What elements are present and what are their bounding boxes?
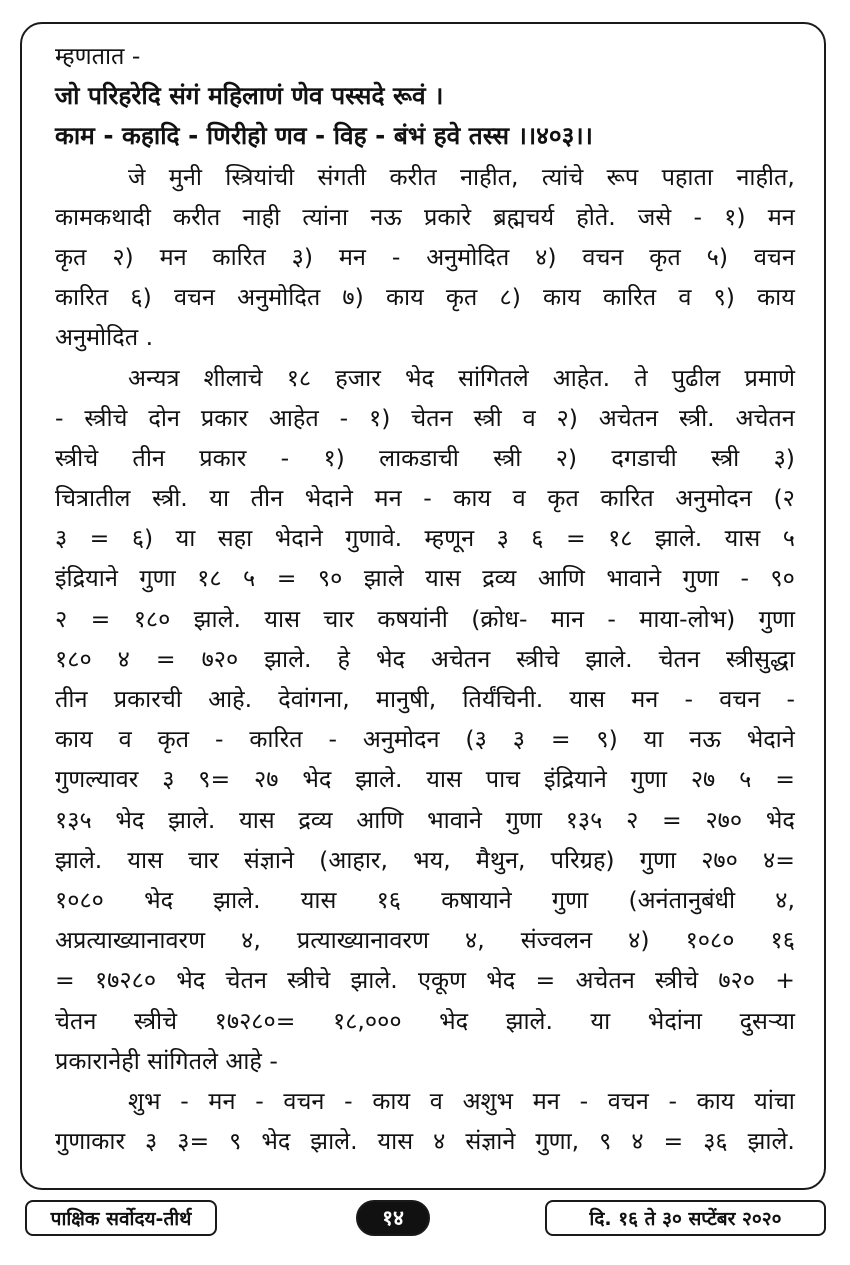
publication-name: पाक्षिक सर्वोदय-तीर्थ: [25, 1200, 217, 1236]
text-line: १८० ४ = ७२० झाले. हे भेद अचेतन स्त्रीचे झाले. चेतन स्त्रीसुद्धा: [55, 644, 795, 673]
text-line: म्हणतात -: [55, 42, 141, 70]
text-line: १३५ भेद झाले. यास द्रव्य आणि भावाने गुणा १३५ २ = २७० भेद: [55, 805, 795, 834]
text-line: तीन प्रकारची आहे. देवांगना, मानुषी, तिर्यंचिनी. यास मन - वचन -: [55, 685, 795, 713]
text-line: प्रकारानेही सांगितले आहे -: [55, 1046, 278, 1075]
issue-date: दि. १६ ते ३० सप्टेंबर २०२०: [545, 1200, 826, 1236]
text-line: जे मुनी स्त्रियांची संगती करीत नाहीत, त्यांचे रूप पहाता नाहीत,: [128, 162, 795, 191]
text-line: शुभ - मन - वचन - काय व अशुभ मन - वचन - काय यांचा: [128, 1086, 795, 1115]
text-line: गुणल्यावर ३ ९= २७ भेद झाले. यास पाच इंद्रियाने गुणा २७ ५ =: [55, 765, 795, 794]
text-line: ३ = ६) या सहा भेदाने गुणावे. म्हणून ३ ६ = १८ झाले. यास ५: [55, 524, 795, 553]
text-line: काय व कृत - कारित - अनुमोदन (३ ३ = ९) या नऊ भेदाने: [55, 725, 795, 754]
text-line: स्त्रीचे तीन प्रकार - १) लाकडाची स्त्री २) दगडाची स्त्री ३): [55, 443, 795, 472]
text-line: झाले. यास चार संज्ञाने (आहार, भय, मैथुन, परिग्रह) गुणा २७० ४=: [55, 845, 795, 874]
text-line: - स्त्रीचे दोन प्रकार आहेत - १) चेतन स्त्री व २) अचेतन स्त्री. अचेतन: [55, 403, 795, 432]
text-line: अन्यत्र शीलाचे १८ हजार भेद सांगितले आहेत. ते पुढील प्रमाणे: [128, 363, 795, 392]
text-line: १०८० भेद झाले. यास १६ कषायाने गुणा (अनंतानुबंधी ४,: [55, 885, 795, 914]
text-line: गुणाकार ३ ३= ९ भेद झाले. यास ४ संज्ञाने गुणा, ९ ४ = ३६ झाले.: [55, 1127, 795, 1156]
text-line: चित्रातील स्त्री. या तीन भेदाने मन - काय व कृत कारित अनुमोदन (२: [55, 484, 795, 513]
page-number: १४: [356, 1200, 430, 1236]
text-line: कारित ६) वचन अनुमोदित ७) काय कृत ८) काय कारित व ९) काय: [55, 283, 795, 312]
text-line: चेतन स्त्रीचे १७२८०= १८,००० भेद झाले. या भेदांना दुसऱ्या: [55, 1006, 795, 1035]
text-line: अनुमोदित .: [55, 323, 154, 352]
text-line: कामकथादी करीत नाही त्यांना नऊ प्रकारे ब्रह्मचर्य होते. जसे - १) मन: [55, 202, 795, 231]
body-text: [55, 36, 795, 1161]
text-line: अप्रत्याख्यानावरण ४, प्रत्याख्यानावरण ४, संज्वलन ४) १०८० १६: [55, 926, 795, 955]
text-line: २ = १८० झाले. यास चार कषयांनी (क्रोध- मान - माया-लोभ) गुणा: [55, 604, 795, 633]
verse-line: काम - कहादि - णिरीहो णव - विह - बंभं हवे तस्स ।।४०३।।: [55, 121, 593, 151]
verse-line: जो परिहरेदि संगं महिलाणं णेव पस्सदे रूवं ।: [55, 81, 444, 111]
text-line: कृत २) मन कारित ३) मन - अनुमोदित ४) वचन कृत ५) वचन: [55, 242, 795, 271]
text-line: = १७२८० भेद चेतन स्त्रीचे झाले. एकूण भेद = अचेतन स्त्रीचे ७२० +: [55, 966, 795, 995]
text-line: इंद्रियाने गुणा १८ ५ = ९० झाले यास द्रव्य आणि भावाने गुणा - ९०: [55, 564, 795, 593]
